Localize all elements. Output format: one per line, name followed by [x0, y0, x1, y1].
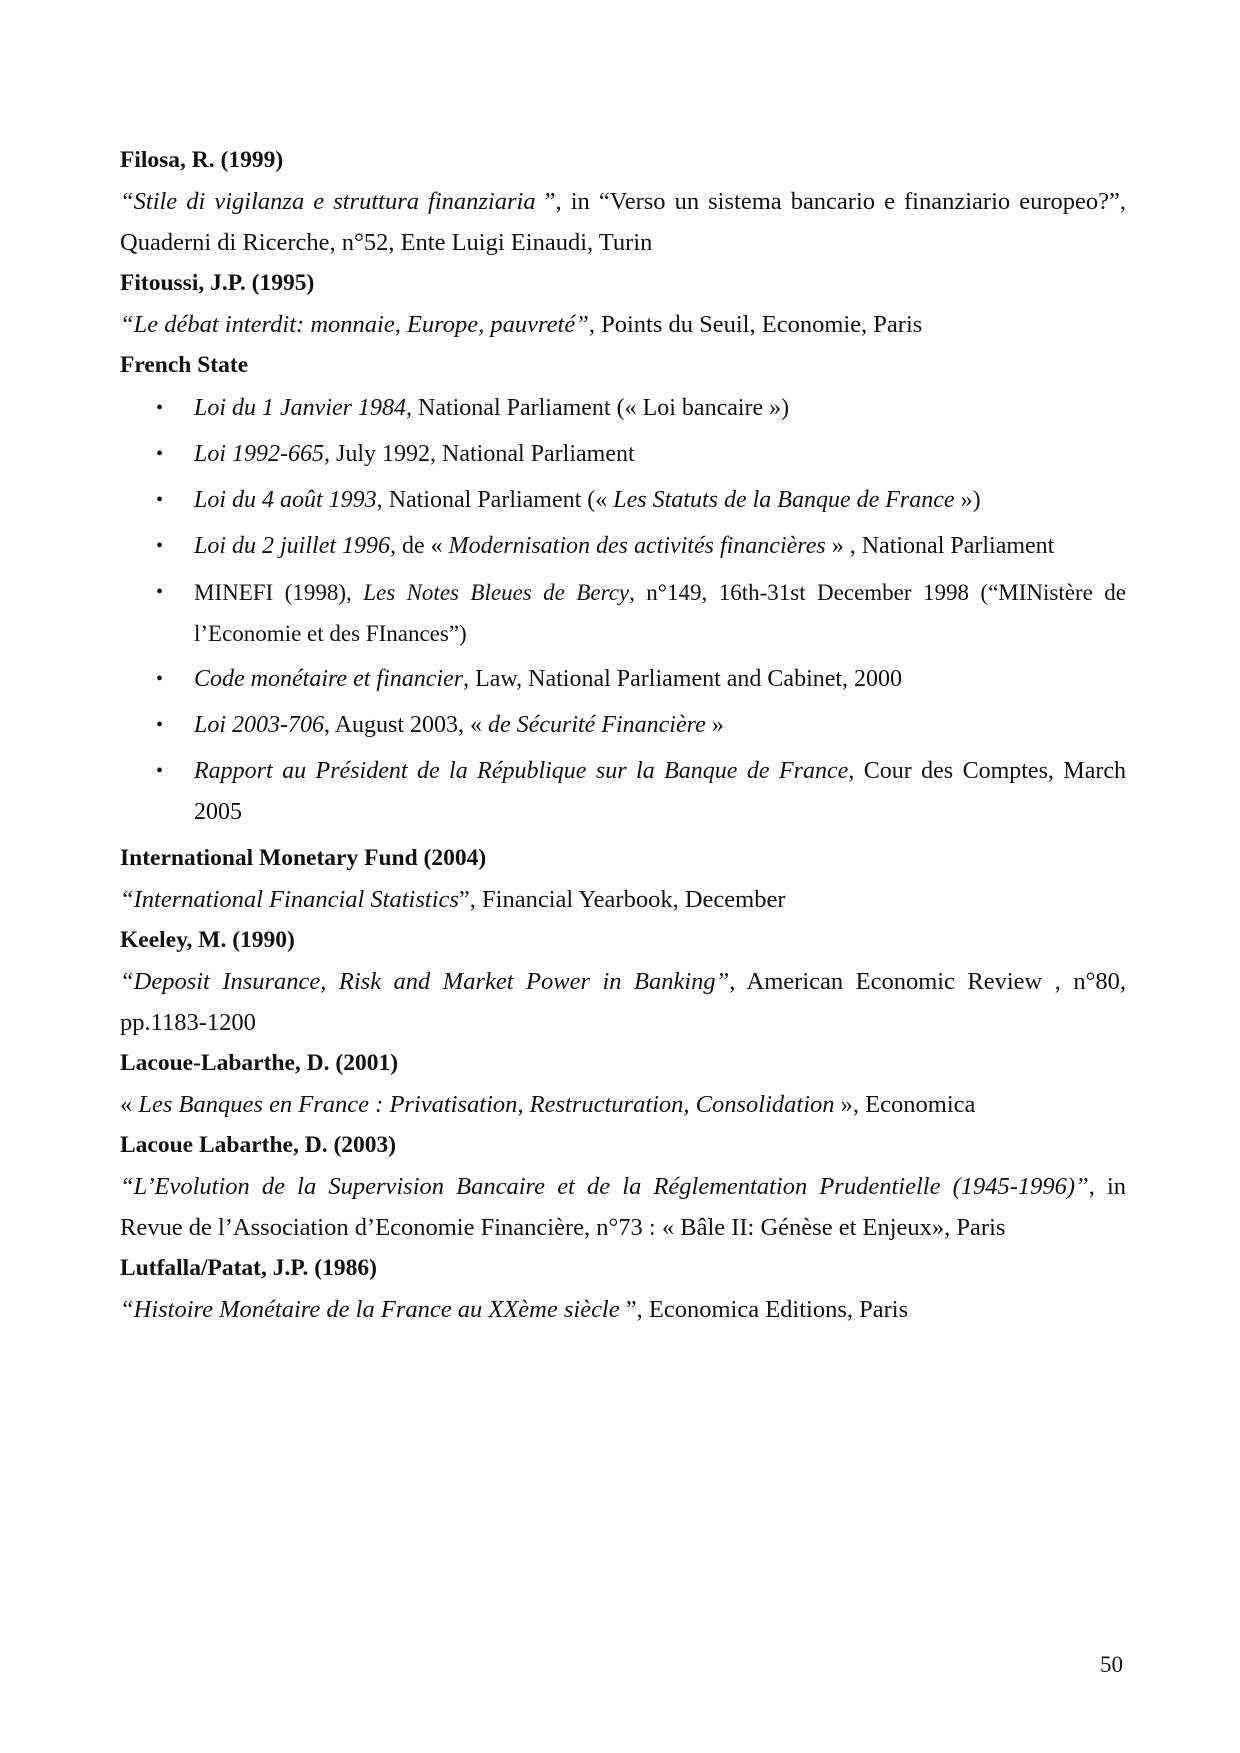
text-segment: National Parliament (« Loi bancaire »): [411, 395, 790, 421]
text-segment: , American Economic Review , n°80, pp.1183-1200: [120, 968, 1127, 1036]
italic-text: Les Statuts de la Banque de France: [613, 487, 955, 513]
list-item: [120, 659, 1126, 700]
italic-text: Modernisation des activités financières: [448, 533, 826, 559]
list-item: [120, 480, 1126, 521]
italic-text: “Histoire Monétaire de la France au XXème siècle: [120, 1296, 626, 1323]
text-segment: , Points du Seuil, Economie, Paris: [588, 311, 923, 338]
text-segment: ”, Financial Yearbook, December: [458, 886, 786, 913]
italic-text: de Sécurité Financière: [488, 712, 706, 738]
italic-text: Loi du 2 juillet 1996,: [194, 533, 397, 559]
italic-text: “Le débat interdit: monnaie, Europe, pauvreté”: [120, 311, 589, 338]
list-item: [120, 751, 1126, 833]
italic-text: Les Banques en France : Privatisation, Restructuration, Consolidation: [138, 1091, 835, 1118]
text-segment: «: [120, 1091, 139, 1118]
reference-citation: [120, 181, 1126, 263]
reference-citation: [120, 304, 1126, 345]
text-segment: ”, in “Verso un sistema bancario e finanziario europeo?”, Quaderni di Ricerche, n°52, Ente Luigi Einaudi, Turin: [120, 188, 1126, 256]
reference-citation: [120, 961, 1126, 1043]
text-segment: Cour des Comptes, March 2005: [194, 758, 1127, 825]
list-item: [120, 434, 1126, 475]
text-segment: , n°149, 16th-31st December 1998 (“MINistère de l’Economie et des FInances”): [194, 580, 1126, 646]
bullet-icon: •: [156, 668, 164, 690]
text-segment: de «: [396, 533, 449, 559]
list-item: [120, 705, 1126, 746]
italic-text: Code monétaire et financier: [194, 666, 464, 692]
reference-citation: [120, 1289, 1126, 1330]
italic-text: “International Financial Statistics: [120, 886, 459, 913]
text-segment: »): [954, 487, 981, 513]
bullet-icon: •: [156, 443, 164, 465]
italic-text: Loi du 1 Janvier 1984,: [194, 395, 412, 421]
italic-text: Rapport au Président de la République sur la Banque de France,: [194, 758, 855, 784]
reference-author: International Monetary Fund (2004): [120, 845, 487, 871]
list-item: [120, 388, 1126, 429]
italic-text: Loi 1992-665,: [194, 441, 331, 467]
text-segment: , Law, National Parliament and Cabinet, 2000: [463, 666, 903, 692]
italic-text: Loi 2003-706: [194, 712, 325, 738]
text-segment: ”, Economica Editions, Paris: [625, 1296, 909, 1323]
text-segment: National Parliament («: [382, 487, 614, 513]
reference-author: Lacoue-Labarthe, D. (2001): [120, 1050, 399, 1076]
bibliography: [120, 140, 1126, 1330]
reference-author: French State: [120, 352, 249, 378]
text-segment: », Economica: [834, 1091, 976, 1118]
reference-author: Lacoue Labarthe, D. (2003): [120, 1132, 397, 1158]
bullet-icon: •: [156, 397, 164, 419]
italic-text: Les Notes Bleues de Bercy: [363, 580, 630, 605]
italic-text: “Deposit Insurance, Risk and Market Power in Banking”: [120, 968, 730, 995]
italic-text: Loi du 4 août 1993,: [194, 487, 383, 513]
bullet-icon: •: [156, 760, 164, 782]
list-item: [120, 526, 1126, 567]
text-segment: , in Revue de l’Association d’Economie Financière, n°73 : « Bâle II: Génèse et Enjeux», Paris: [120, 1173, 1127, 1241]
reference-author: Filosa, R. (1999): [120, 147, 284, 173]
text-segment: MINEFI (1998),: [194, 580, 364, 605]
reference-author: Lutfalla/Patat, J.P. (1986): [120, 1255, 377, 1281]
text-segment: » , National Parliament: [825, 533, 1055, 559]
page-number: 50: [1100, 1652, 1123, 1677]
reference-citation: [120, 879, 1126, 920]
text-segment: »: [705, 712, 724, 738]
bullet-icon: •: [156, 581, 164, 603]
list-item: [120, 572, 1126, 654]
reference-citation: [120, 1166, 1126, 1248]
text-segment: July 1992, National Parliament: [330, 441, 635, 467]
reference-list: [120, 388, 1126, 833]
bullet-icon: •: [156, 535, 164, 557]
reference-author: Keeley, M. (1990): [120, 927, 295, 953]
bullet-icon: •: [156, 489, 164, 511]
italic-text: “: [120, 188, 134, 215]
italic-text: “L’Evolution de la Supervision Bancaire et de la Réglementation Prudentielle (1945-1996)”: [120, 1173, 1089, 1200]
text-segment: , August 2003, «: [324, 712, 489, 738]
reference-author: Fitoussi, J.P. (1995): [120, 270, 315, 296]
italic-text: Stile di vigilanza e struttura finanziaria: [133, 188, 545, 215]
reference-citation: [120, 1084, 1126, 1125]
bullet-icon: •: [156, 714, 164, 736]
